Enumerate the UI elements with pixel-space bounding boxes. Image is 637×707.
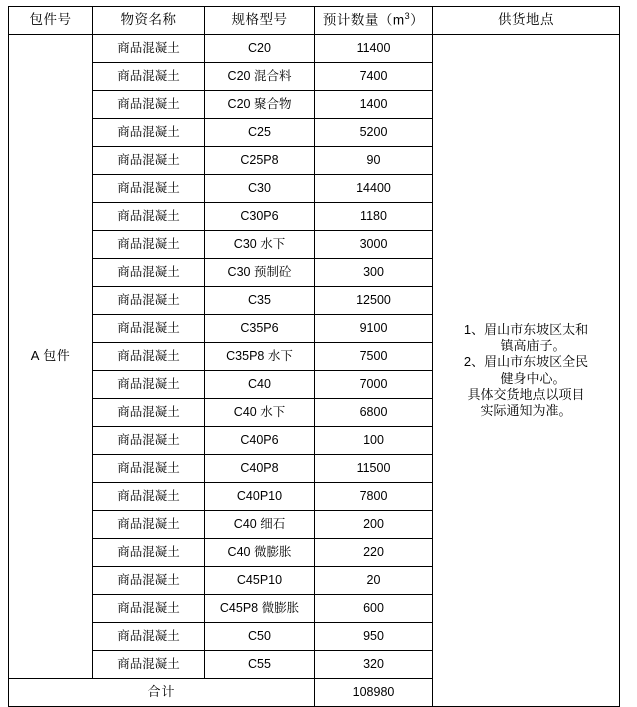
material-name-cell: 商品混凝土 [93, 147, 205, 175]
material-name-cell: 商品混凝土 [93, 511, 205, 539]
spec-cell: C45P8 微膨胀 [205, 595, 315, 623]
quantity-cell: 3000 [315, 231, 433, 259]
total-value: 108980 [315, 679, 433, 707]
quantity-cell: 7800 [315, 483, 433, 511]
spec-cell: C20 混合料 [205, 63, 315, 91]
material-name-cell: 商品混凝土 [93, 399, 205, 427]
quantity-cell: 220 [315, 539, 433, 567]
supply-place-line: 健身中心。 [500, 370, 566, 386]
table-body [9, 35, 620, 707]
spec-cell: C40 细石 [205, 511, 315, 539]
spec-cell: C30P6 [205, 203, 315, 231]
spec-cell: C20 [205, 35, 315, 63]
spec-cell: C30 [205, 175, 315, 203]
spec-cell: C40 [205, 371, 315, 399]
quantity-cell: 320 [315, 651, 433, 679]
quantity-cell: 1180 [315, 203, 433, 231]
spec-cell: C40P8 [205, 455, 315, 483]
spec-cell: C35P8 水下 [205, 343, 315, 371]
total-label: 合计 [9, 679, 315, 707]
supply-place-cell [433, 35, 620, 707]
quantity-cell: 600 [315, 595, 433, 623]
material-name-cell: 商品混凝土 [93, 63, 205, 91]
material-name-cell: 商品混凝土 [93, 371, 205, 399]
package-cell: A 包件 [9, 35, 93, 679]
material-name-cell: 商品混凝土 [93, 91, 205, 119]
spec-cell: C25 [205, 119, 315, 147]
material-name-cell: 商品混凝土 [93, 287, 205, 315]
material-name-cell: 商品混凝土 [93, 259, 205, 287]
spec-cell: C25P8 [205, 147, 315, 175]
material-name-cell: 商品混凝土 [93, 455, 205, 483]
material-supply-table [8, 6, 620, 707]
material-name-cell: 商品混凝土 [93, 427, 205, 455]
material-name-cell: 商品混凝土 [93, 651, 205, 679]
quantity-cell: 11500 [315, 455, 433, 483]
quantity-cell: 100 [315, 427, 433, 455]
quantity-cell: 7400 [315, 63, 433, 91]
header-quantity-prefix: 预计数量（m [322, 12, 405, 28]
table-header [9, 7, 620, 35]
quantity-cell: 200 [315, 511, 433, 539]
spec-cell: C30 水下 [205, 231, 315, 259]
material-name-cell: 商品混凝土 [93, 315, 205, 343]
quantity-cell: 7500 [315, 343, 433, 371]
material-name-cell: 商品混凝土 [93, 539, 205, 567]
material-name-cell: 商品混凝土 [93, 623, 205, 651]
supply-place-line: 具体交货地点以项目 [467, 386, 585, 402]
supply-place-line: 2、眉山市东坡区全民 [463, 354, 589, 370]
quantity-cell: 90 [315, 147, 433, 175]
material-name-cell: 商品混凝土 [93, 175, 205, 203]
material-name-cell: 商品混凝土 [93, 343, 205, 371]
spec-cell: C40 微膨胀 [205, 539, 315, 567]
quantity-cell: 12500 [315, 287, 433, 315]
supply-place-line: 镇高庙子。 [500, 338, 566, 353]
quantity-cell: 300 [315, 259, 433, 287]
spec-cell: C40P10 [205, 483, 315, 511]
spec-cell: C30 预制砼 [205, 259, 315, 287]
supply-place-line: 实际通知为准。 [480, 403, 572, 418]
spec-cell: C55 [205, 651, 315, 679]
material-name-cell: 商品混凝土 [93, 35, 205, 63]
document-page [0, 6, 637, 700]
quantity-cell: 6800 [315, 399, 433, 427]
spec-cell: C50 [205, 623, 315, 651]
material-name-cell: 商品混凝土 [93, 567, 205, 595]
quantity-cell: 5200 [315, 119, 433, 147]
supply-place-line: 1、眉山市东坡区太和 [463, 321, 589, 337]
spec-cell: C20 聚合物 [205, 91, 315, 119]
quantity-cell: 7000 [315, 371, 433, 399]
spec-cell: C35 [205, 287, 315, 315]
header-quantity-suffix: ） [410, 12, 425, 28]
quantity-cell: 11400 [315, 35, 433, 63]
material-name-cell: 商品混凝土 [93, 483, 205, 511]
header-row [9, 7, 620, 35]
spec-cell: C40P6 [205, 427, 315, 455]
spec-cell: C35P6 [205, 315, 315, 343]
quantity-cell: 9100 [315, 315, 433, 343]
header-package: 包件号 [9, 7, 93, 35]
spec-cell: C40 水下 [205, 399, 315, 427]
quantity-cell: 14400 [315, 175, 433, 203]
material-name-cell: 商品混凝土 [93, 119, 205, 147]
quantity-cell: 950 [315, 623, 433, 651]
header-quantity-superscript: 3 [404, 11, 411, 22]
spec-cell: C45P10 [205, 567, 315, 595]
quantity-cell: 1400 [315, 91, 433, 119]
material-name-cell: 商品混凝土 [93, 595, 205, 623]
header-spec: 规格型号 [205, 7, 315, 35]
header-quantity [315, 7, 433, 35]
table-row [9, 35, 620, 63]
header-name: 物资名称 [93, 7, 205, 35]
material-name-cell: 商品混凝土 [93, 231, 205, 259]
quantity-cell: 20 [315, 567, 433, 595]
material-name-cell: 商品混凝土 [93, 203, 205, 231]
header-place: 供货地点 [433, 7, 620, 35]
